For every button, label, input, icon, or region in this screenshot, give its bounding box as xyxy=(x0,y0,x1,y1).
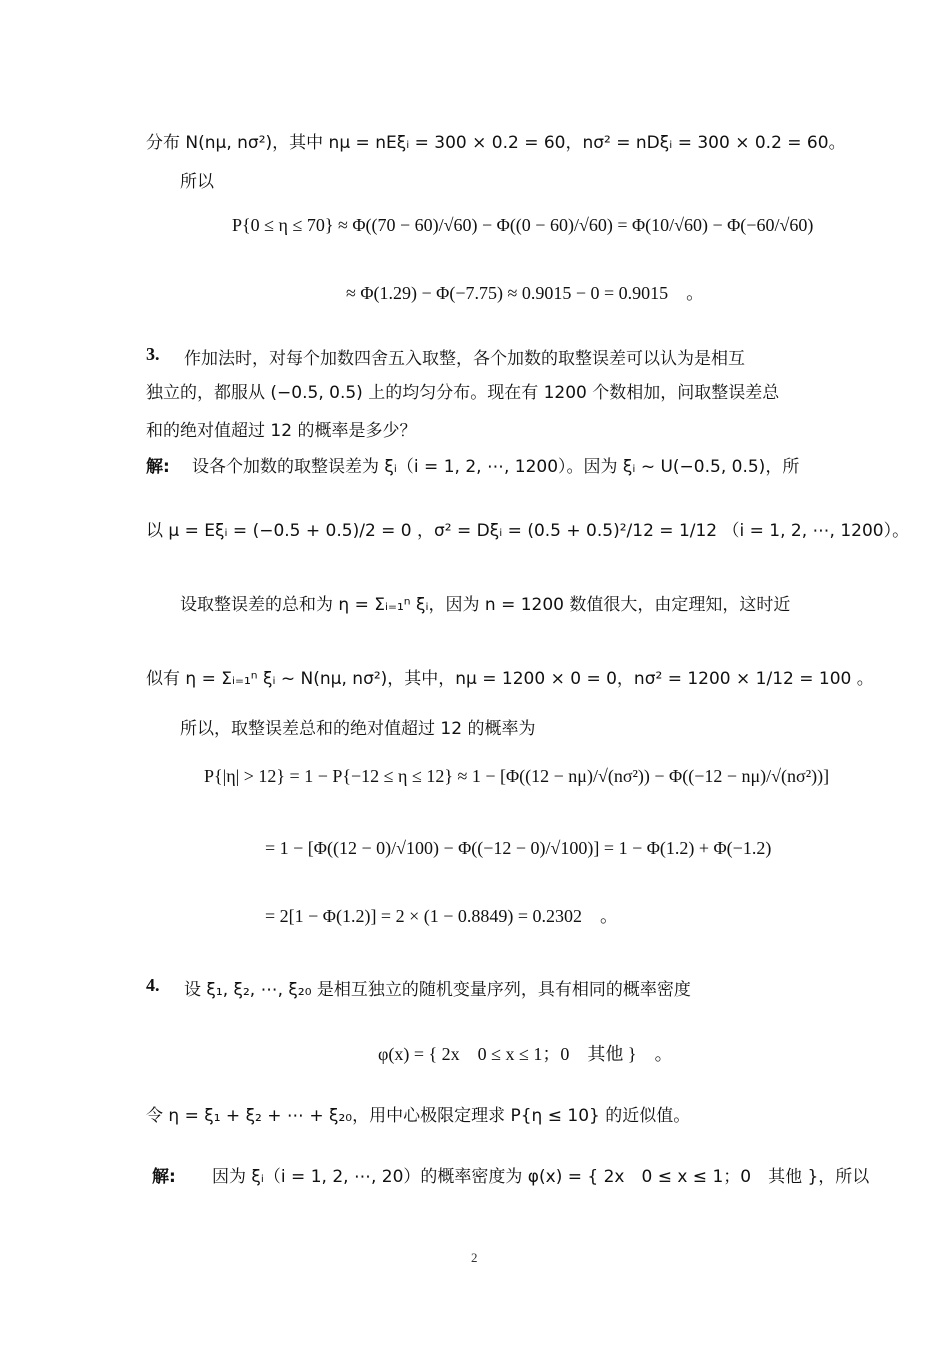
equation-result-09015: ≈ Φ(1.29) − Φ(−7.75) ≈ 0.9015 − 0 = 0.9015 。 xyxy=(346,283,705,303)
problem-3-line-3: 和的绝对值超过 12 的概率是多少？ xyxy=(146,421,417,441)
solution-3-approx-normal: 似有 η = Σᵢ₌₁ⁿ ξᵢ ~ N(nμ, nσ²)，其中，nμ = 1200 × 0 = 0，nσ² = 1200 × 1/12 = 100 。 xyxy=(146,669,874,689)
equation-result-02302: = 2[1 − Φ(1.2)] = 2 × (1 − 0.8849) = 0.2302 。 xyxy=(265,906,619,926)
equation-prob-abs-eta: P{|η| > 12} = 1 − P{−12 ≤ η ≤ 12} ≈ 1 − [Φ((12 − nμ)/√(nσ²)) − Φ((−12 − nμ)/√(nσ²))] xyxy=(204,766,830,786)
solution-3-sum-definition: 设取整误差的总和为 η = Σᵢ₌₁ⁿ ξᵢ，因为 n = 1200 数值很大，由定理知，这时近 xyxy=(180,595,791,615)
equation-prob-eta-70: P{0 ≤ η ≤ 70} ≈ Φ((70 − 60)/√60) − Φ((0 − 60)/√60) = Φ(10/√60) − Φ(−60/√60) xyxy=(232,215,814,235)
solution-3-prob-intro: 所以，取整误差总和的绝对值超过 12 的概率为 xyxy=(180,719,536,739)
solution-4-line-1: 因为 ξᵢ（i = 1, 2, ⋯, 20）的概率密度为 φ(x) = { 2x 0 ≤ x ≤ 1；0 其他 }，所以 xyxy=(212,1167,870,1187)
solution-3-line-1: 设各个加数的取整误差为 ξᵢ（i = 1, 2, ⋯, 1200）。因为 ξᵢ ~ U(−0.5, 0.5)，所 xyxy=(192,457,800,477)
problem-4-number: 4. xyxy=(146,975,160,995)
solution-3-mean-variance: 以 μ = Eξᵢ = (−0.5 + 0.5)/2 = 0 ，σ² = Dξᵢ = (0.5 + 0.5)²/12 = 1/12 （i = 1, 2, ⋯, 1200）。 xyxy=(146,521,910,541)
equation-phi-100: = 1 − [Φ((12 − 0)/√100) − Φ((−12 − 0)/√100)] = 1 − Φ(1.2) + Φ(−1.2) xyxy=(265,838,772,858)
page-number: 2 xyxy=(471,1250,478,1265)
line-distribution-params: 分布 N(nμ, nσ²)，其中 nμ = nEξᵢ = 300 × 0.2 = 60，nσ² = nDξᵢ = 300 × 0.2 = 60。 xyxy=(146,133,846,153)
equation-density-phi: φ(x) = { 2x 0 ≤ x ≤ 1；0 其他 } 。 xyxy=(378,1044,673,1064)
problem-4-line-2: 令 η = ξ₁ + ξ₂ + ⋯ + ξ₂₀，用中心极限定理求 P{η ≤ 10} 的近似值。 xyxy=(146,1106,691,1126)
problem-3-number: 3. xyxy=(146,344,160,364)
problem-3-line-1: 作加法时，对每个加数四舍五入取整，各个加数的取整误差可以认为是相互 xyxy=(184,349,745,369)
solution-4-label: 解: xyxy=(152,1167,176,1187)
problem-4-line-1: 设 ξ₁, ξ₂, ⋯, ξ₂₀ 是相互独立的随机变量序列，具有相同的概率密度 xyxy=(184,980,691,1000)
solution-3-label: 解: xyxy=(146,457,170,477)
line-suoyi: 所以 xyxy=(180,172,214,192)
problem-3-line-2: 独立的，都服从 (−0.5, 0.5) 上的均匀分布。现在有 1200 个数相加，问取整误差总 xyxy=(146,383,780,403)
